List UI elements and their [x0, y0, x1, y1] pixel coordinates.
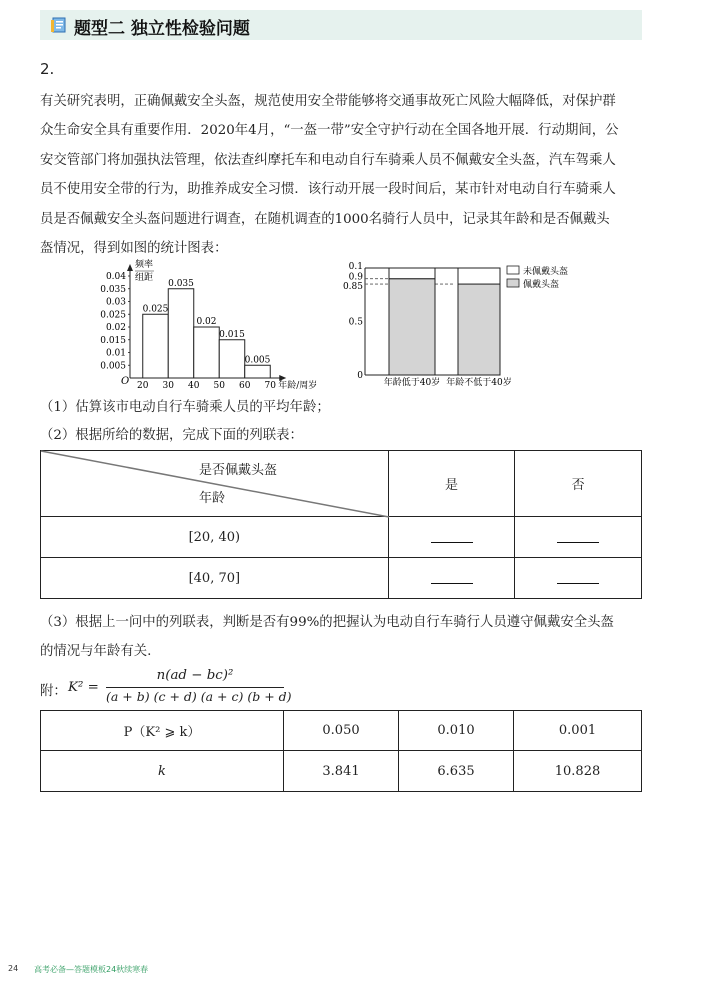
bar-value-label: 0.035	[168, 278, 194, 289]
p-value: 0.050	[284, 711, 399, 751]
document-icon	[50, 16, 68, 34]
category-label: 年龄不低于40岁	[446, 378, 512, 388]
blank-cell[interactable]	[388, 558, 515, 599]
histogram-bar	[143, 314, 169, 378]
k-value: 3.841	[284, 751, 399, 792]
table-row	[41, 558, 642, 599]
legend-swatch-not-worn	[507, 266, 519, 274]
formula-prefix: 附：	[40, 684, 67, 699]
histogram-bar	[194, 327, 220, 378]
part1-text: （1）估算该市电动自行车骑乘人员的平均年龄；	[40, 400, 330, 415]
k-value: 6.635	[399, 751, 514, 792]
y-axis-label: 频率	[135, 260, 154, 270]
stacked-bar-not-worn	[458, 268, 500, 284]
diagonal-header-cell	[41, 451, 389, 517]
y-tick-label: 0.005	[100, 361, 126, 372]
part3-line1: （3）根据上一问中的列联表，判断是否有99%的把握认为电动自行车骑行人员遵守佩戴安全头盔	[40, 615, 614, 630]
section-banner	[40, 10, 642, 40]
answer-blank[interactable]	[557, 528, 599, 543]
p-label: P（K² ⩾ k）	[41, 711, 284, 751]
col-yes-header: 是	[388, 451, 515, 517]
critical-value-table	[40, 710, 642, 792]
x-tick-label: 40	[188, 381, 200, 391]
bar-value-label: 0.015	[219, 329, 245, 340]
y-tick-label: 0.04	[105, 272, 126, 282]
y-tick-label: 0.025	[100, 310, 126, 321]
y-tick-label: 0.9	[348, 272, 363, 283]
section-title: 题型二 独立性检验问题	[74, 19, 250, 39]
y-axis-label: 组距	[135, 273, 154, 283]
bar-value-label: 0.025	[142, 304, 169, 315]
x-tick-label: 20	[137, 381, 149, 391]
x-tick-label: 50	[213, 381, 225, 391]
blank-cell[interactable]	[515, 517, 642, 558]
p-value: 0.010	[399, 711, 514, 751]
page-number: 24	[8, 964, 19, 973]
y-tick-label: 0.01	[105, 348, 126, 359]
formula-numerator: n(ad − bc)²	[156, 668, 234, 683]
part3-line2: 的情况与年龄有关.	[40, 644, 152, 659]
stacked-bar-not-worn	[389, 268, 435, 279]
formula-denominator: (a + b) (c + d) (a + c) (b + d)	[106, 689, 292, 704]
y-tick-label: 0.03	[105, 297, 126, 308]
bar-value-label: 0.02	[196, 317, 217, 327]
k-label: k	[41, 751, 284, 792]
row-label: [40, 70]	[41, 558, 389, 599]
x-tick-label: 70	[264, 381, 276, 391]
answer-blank[interactable]	[557, 569, 599, 584]
fraction-bar	[106, 687, 284, 688]
stacked-bar-worn	[389, 279, 435, 375]
y-axis-arrow	[127, 264, 133, 271]
histogram-bar	[245, 365, 271, 378]
y-tick-label: 0.015	[100, 335, 126, 346]
table-row	[41, 517, 642, 558]
legend-swatch-worn	[507, 279, 519, 287]
paragraph-line: 安交管部门将加强执法管理，依法查纠摩托车和电动自行车骑乘人员不佩戴安全头盔，汽车驾乘人	[40, 152, 616, 168]
header-helmet: 是否佩戴头盔	[199, 463, 278, 478]
part2-text: （2）根据所给的数据，完成下面的列联表：	[40, 428, 303, 443]
p-value: 0.001	[514, 711, 642, 751]
k-value: 10.828	[514, 751, 642, 792]
legend-label-worn: 佩戴头盔	[523, 280, 560, 290]
answer-blank[interactable]	[431, 528, 473, 543]
bar-value-label: 0.005	[244, 355, 271, 366]
contingency-table	[40, 450, 642, 599]
question-paragraph	[40, 87, 642, 263]
y-tick-label: 0	[357, 371, 363, 381]
footer-book-title: 高考必备—答题模板24秋续寒春	[34, 965, 149, 974]
blank-cell[interactable]	[388, 517, 515, 558]
paragraph-line: 盔情况，得到如图的统计图表：	[40, 241, 228, 257]
stacked-bar-worn	[458, 284, 500, 375]
x-tick-label: 30	[162, 381, 174, 391]
paragraph-line: 有关研究表明，正确佩戴安全头盔，规范使用安全带能够将交通事故死亡风险大幅降低，对保护群	[40, 94, 616, 109]
statistics-charts	[95, 258, 569, 398]
category-label: 年龄低于40岁	[383, 378, 441, 388]
origin-label: O	[121, 376, 130, 387]
x-axis-label: 年龄/周岁	[278, 381, 318, 391]
x-tick-label: 60	[239, 381, 251, 391]
y-tick-label: 0.1	[348, 262, 363, 272]
paragraph-line: 众生命安全具有重要作用．2020年4月，“一盔一带”安全守护行动在全国各地开展．行动期间，公	[40, 123, 619, 139]
row-label: [20, 40)	[41, 517, 389, 558]
header-age: 年龄	[199, 491, 226, 506]
histogram-bar	[168, 289, 194, 378]
answer-blank[interactable]	[431, 569, 473, 584]
paragraph-line: 员不使用安全带的行为，助推养成安全习惯．该行动开展一段时间后，某市针对电动自行车骑乘人	[40, 182, 616, 198]
paragraph-line: 员是否佩戴安全头盔问题进行调查，在随机调查的1000名骑行人员中，记录其年龄和是否佩戴头	[40, 211, 610, 227]
y-tick-label: 0.02	[105, 323, 126, 333]
col-no-header: 否	[515, 451, 642, 517]
formula-lhs: K² =	[68, 680, 99, 695]
y-tick-label: 0.85	[342, 282, 363, 293]
y-tick-label: 0.035	[100, 284, 126, 295]
question-number: 2.	[40, 60, 55, 78]
legend-label-not-worn: 未佩戴头盔	[523, 267, 569, 277]
y-tick-label: 0.5	[348, 317, 363, 328]
blank-cell[interactable]	[515, 558, 642, 599]
histogram-bar	[219, 340, 245, 378]
